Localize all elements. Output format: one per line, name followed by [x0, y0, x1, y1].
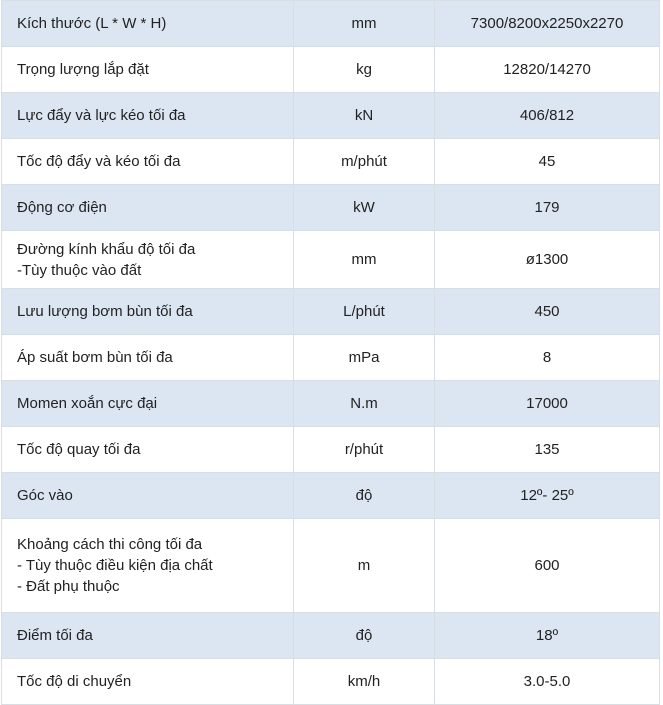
spec-unit: độ [294, 473, 435, 519]
spec-value: 45 [435, 139, 660, 185]
spec-name: Động cơ điện [2, 185, 294, 231]
spec-unit: kN [294, 93, 435, 139]
spec-name: Điểm tối đa [2, 613, 294, 659]
spec-value: 600 [435, 519, 660, 613]
spec-unit: L/phút [294, 289, 435, 335]
table-row [2, 473, 660, 519]
spec-unit: m/phút [294, 139, 435, 185]
spec-unit: độ [294, 613, 435, 659]
spec-unit: r/phút [294, 427, 435, 473]
table-row [2, 659, 660, 705]
table-row [2, 231, 660, 289]
specifications-table [1, 0, 660, 705]
spec-unit: mm [294, 231, 435, 289]
spec-value: 17000 [435, 381, 660, 427]
table-row [2, 93, 660, 139]
spec-value: 406/812 [435, 93, 660, 139]
table-row [2, 335, 660, 381]
spec-unit: mPa [294, 335, 435, 381]
spec-value: 12º- 25º [435, 473, 660, 519]
spec-value: 135 [435, 427, 660, 473]
spec-value: 12820/14270 [435, 47, 660, 93]
spec-value: 3.0-5.0 [435, 659, 660, 705]
spec-unit: kg [294, 47, 435, 93]
table-row [2, 427, 660, 473]
spec-name: Kích thước (L * W * H) [2, 1, 294, 47]
table-row [2, 185, 660, 231]
spec-name: Lưu lượng bơm bùn tối đa [2, 289, 294, 335]
spec-name: Momen xoắn cực đại [2, 381, 294, 427]
table-row [2, 1, 660, 47]
spec-name: Lực đẩy và lực kéo tối đa [2, 93, 294, 139]
table-row [2, 381, 660, 427]
spec-name: Tốc độ di chuyển [2, 659, 294, 705]
spec-name: Đường kính khẩu độ tối đa -Tùy thuộc vào đất [2, 231, 294, 289]
table-row [2, 519, 660, 613]
spec-value: 18º [435, 613, 660, 659]
table-row [2, 47, 660, 93]
table-row [2, 289, 660, 335]
spec-unit: m [294, 519, 435, 613]
table-row [2, 139, 660, 185]
spec-value: ø1300 [435, 231, 660, 289]
spec-name: Tốc độ quay tối đa [2, 427, 294, 473]
spec-name: Khoảng cách thi công tối đa - Tùy thuộc điều kiện địa chất - Đất phụ thuộc [2, 519, 294, 613]
spec-name: Tốc độ đẩy và kéo tối đa [2, 139, 294, 185]
spec-value: 450 [435, 289, 660, 335]
spec-value: 8 [435, 335, 660, 381]
spec-unit: N.m [294, 381, 435, 427]
spec-unit: km/h [294, 659, 435, 705]
spec-value: 7300/8200x2250x2270 [435, 1, 660, 47]
spec-name: Góc vào [2, 473, 294, 519]
spec-name: Áp suất bơm bùn tối đa [2, 335, 294, 381]
spec-name: Trọng lượng lắp đặt [2, 47, 294, 93]
spec-value: 179 [435, 185, 660, 231]
spec-unit: kW [294, 185, 435, 231]
spec-unit: mm [294, 1, 435, 47]
table-row [2, 613, 660, 659]
